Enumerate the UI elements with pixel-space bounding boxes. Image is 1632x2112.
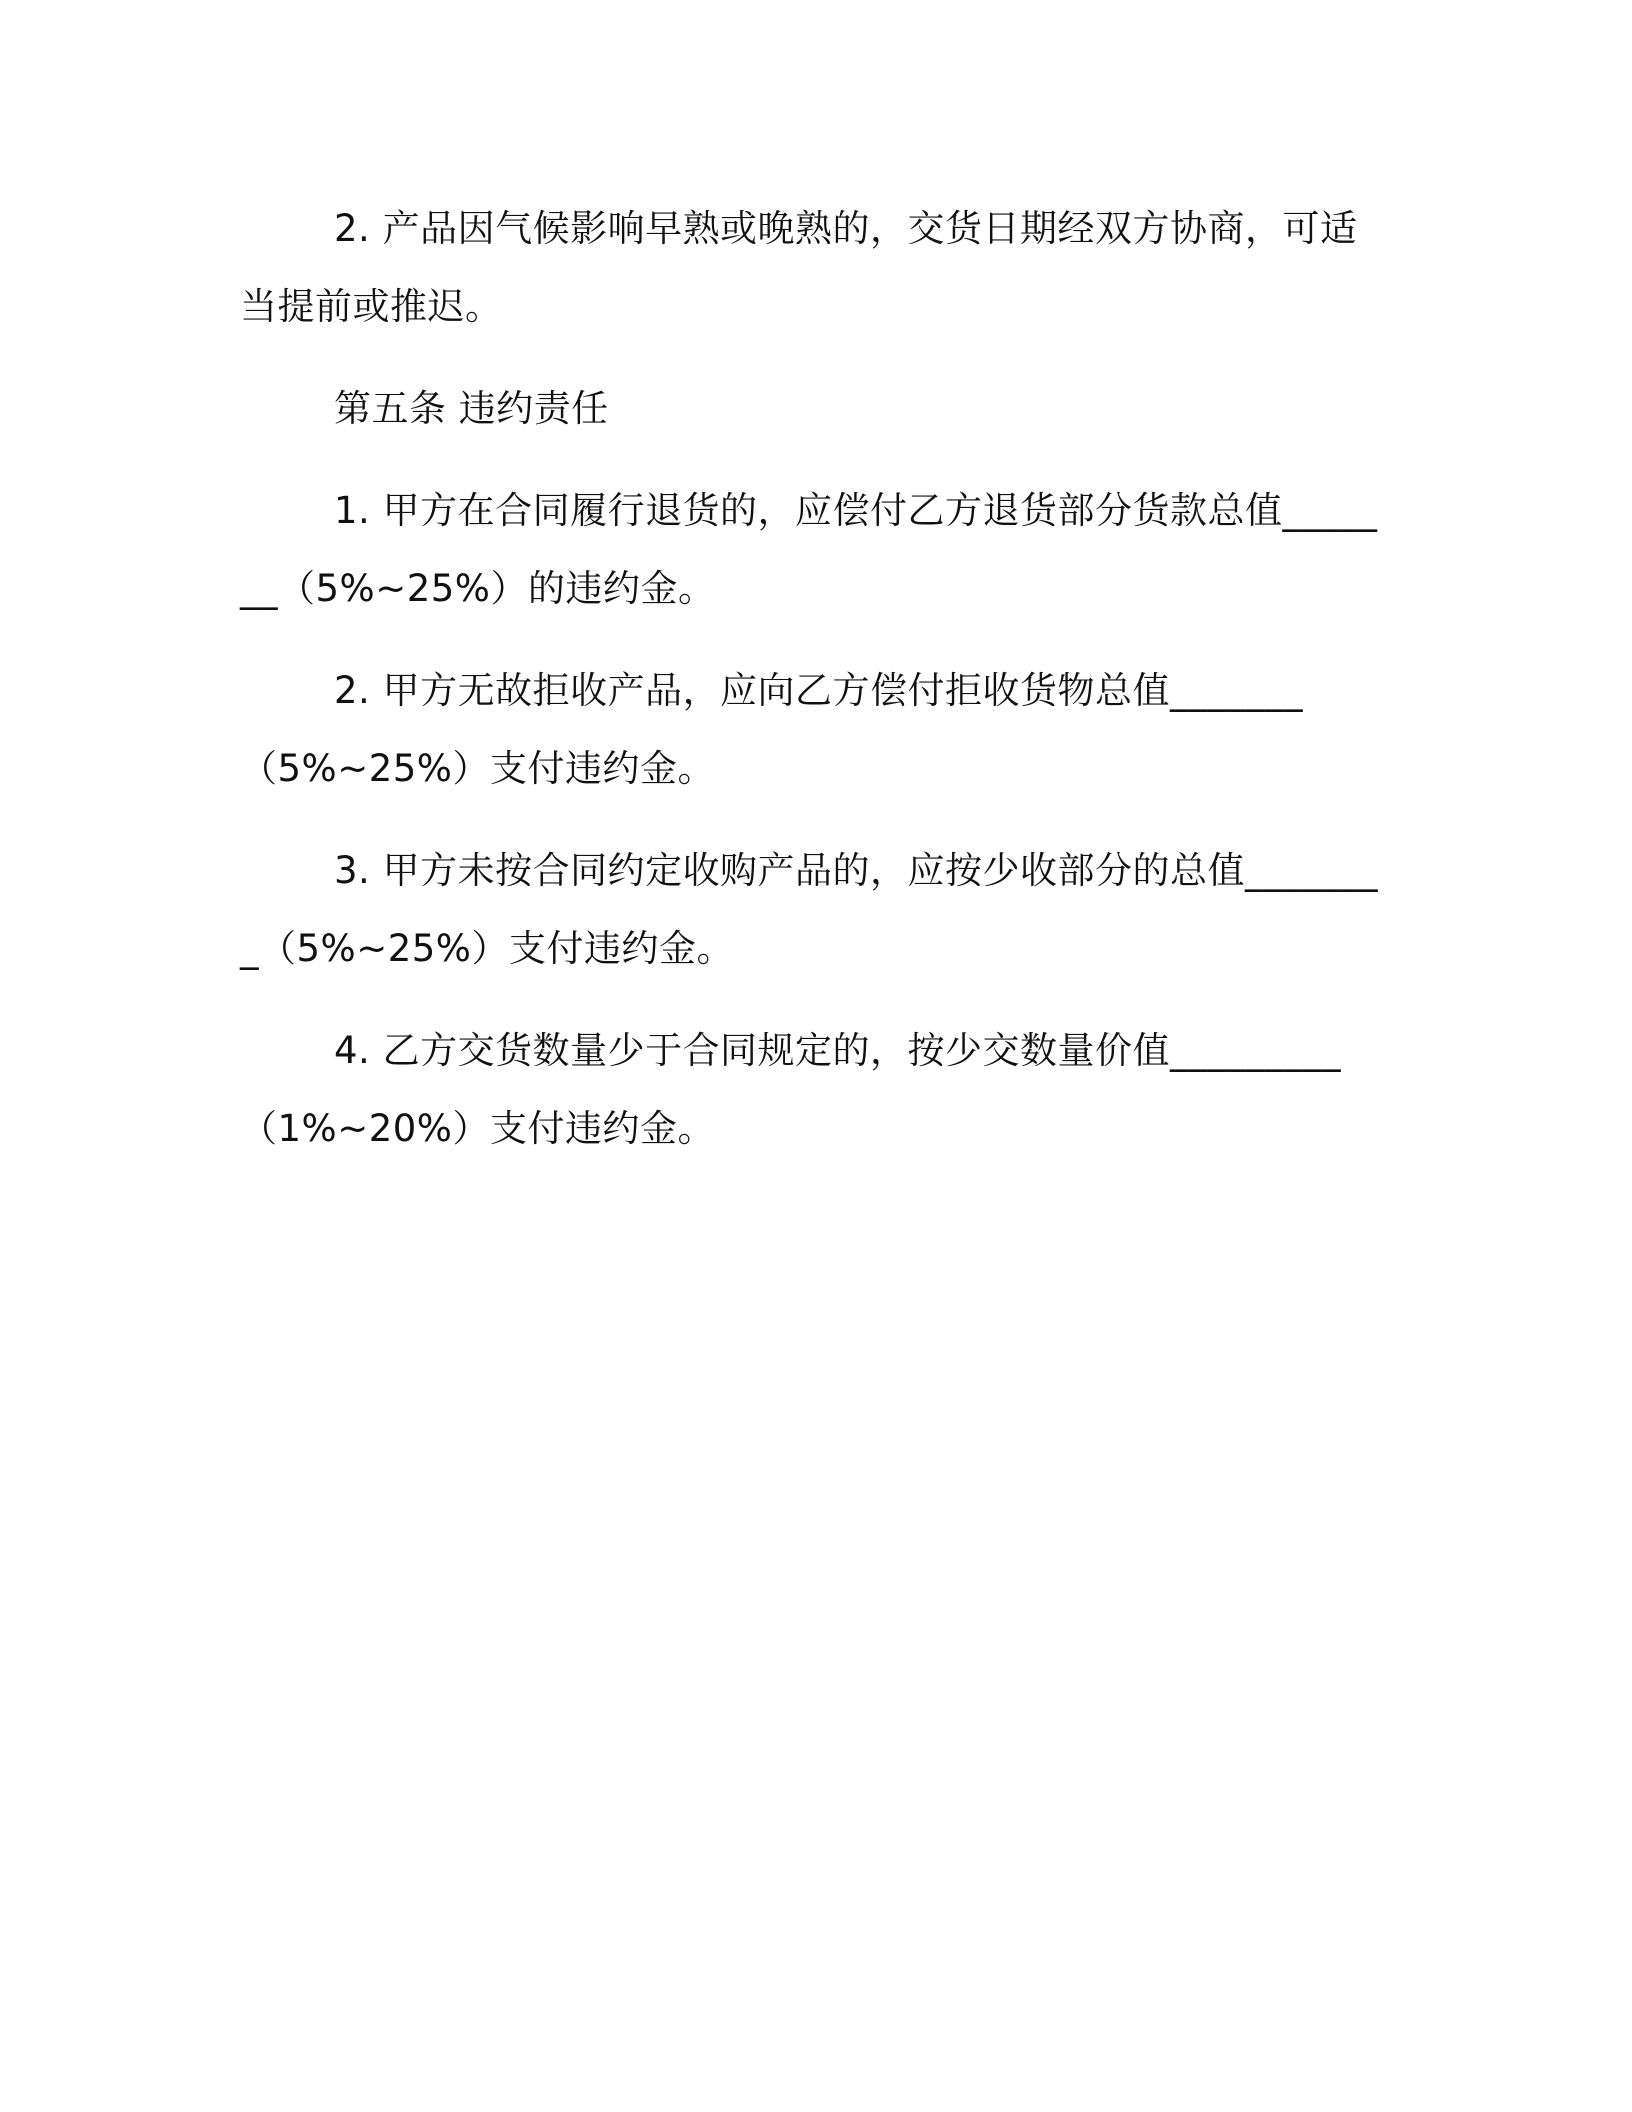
paragraph-penalty-return: 1. 甲方在合同履行退货的，应偿付乙方退货部分货款总值_______（5%~25%）的违约金。 — [240, 489, 1378, 610]
section-heading-article-5: 第五条 违约责任 — [334, 387, 609, 430]
paragraph-delivery-date-adjustment: 2. 产品因气候影响早熟或晚熟的，交货日期经双方协商，可适当提前或推迟。 — [240, 207, 1358, 328]
paragraph-penalty-refusal: 2. 甲方无故拒收产品，应向乙方偿付拒收货物总值_______（5%~25%）支付违约金。 — [240, 669, 1304, 790]
paragraph-penalty-short-delivery: 4. 乙方交货数量少于合同规定的，按少交数量价值_________（1%~20%）支付违约金。 — [240, 1029, 1342, 1150]
document-body — [240, 190, 1380, 1192]
paragraph-penalty-under-purchase: 3. 甲方未按合同约定收购产品的，应按少收部分的总值________（5%~25%）支付违约金。 — [240, 849, 1379, 970]
